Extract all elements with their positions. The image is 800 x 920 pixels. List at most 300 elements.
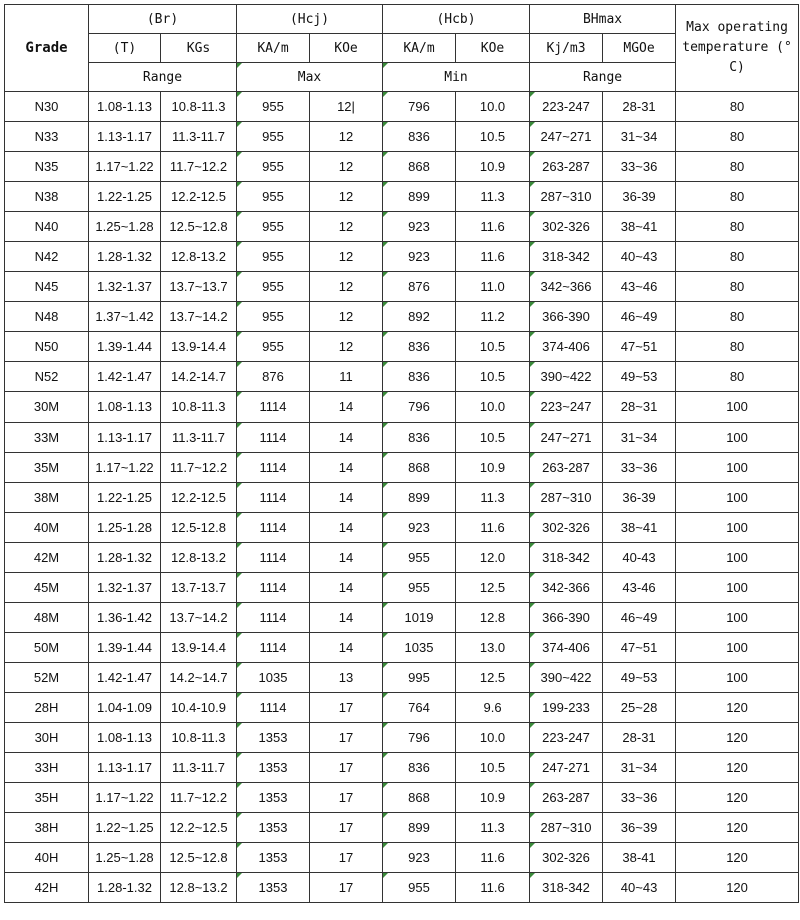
cell-hcb-koe: 12.8 xyxy=(456,602,530,632)
cell-bh-mgoe: 47~51 xyxy=(603,332,676,362)
cell-br-kgs: 11.7~12.2 xyxy=(161,783,237,813)
cell-max-temp: 80 xyxy=(676,122,799,152)
cell-br-kgs: 12.2-12.5 xyxy=(161,182,237,212)
cell-br-tesla: 1.32-1.37 xyxy=(89,272,161,302)
cell-max-temp: 80 xyxy=(676,152,799,182)
cell-hcj-koe: 12 xyxy=(310,242,383,272)
cell-hcb-kam: 1035 xyxy=(383,632,456,662)
cell-max-temp: 80 xyxy=(676,242,799,272)
cell-max-temp: 100 xyxy=(676,602,799,632)
table-row xyxy=(5,632,799,662)
cell-hcj-koe: 12 xyxy=(310,332,383,362)
cell-br-kgs: 10.4-10.9 xyxy=(161,692,237,722)
cell-bh-kjm3: 390~422 xyxy=(530,362,603,392)
cell-grade: N42 xyxy=(5,242,89,272)
cell-bh-kjm3: 318-342 xyxy=(530,873,603,903)
cell-grade: N35 xyxy=(5,152,89,182)
cell-grade: N40 xyxy=(5,212,89,242)
cell-max-temp: 100 xyxy=(676,452,799,482)
cell-bh-mgoe: 43~46 xyxy=(603,272,676,302)
cell-hcj-kam: 955 xyxy=(237,242,310,272)
cell-br-kgs: 14.2-14.7 xyxy=(161,362,237,392)
cell-bh-kjm3: 374-406 xyxy=(530,332,603,362)
cell-grade: 35M xyxy=(5,452,89,482)
cell-grade: 38H xyxy=(5,813,89,843)
cell-hcj-kam: 1114 xyxy=(237,452,310,482)
cell-grade: 40H xyxy=(5,843,89,873)
cell-bh-kjm3: 223~247 xyxy=(530,392,603,422)
table-row xyxy=(5,572,799,602)
cell-bh-kjm3: 263-287 xyxy=(530,452,603,482)
cell-bh-kjm3: 247~271 xyxy=(530,122,603,152)
header-hcj-max: Max xyxy=(237,63,383,92)
cell-grade: N30 xyxy=(5,92,89,122)
cell-grade: N48 xyxy=(5,302,89,332)
cell-hcj-kam: 955 xyxy=(237,302,310,332)
cell-hcj-kam: 1114 xyxy=(237,572,310,602)
header-bhmax: BHmax xyxy=(530,5,676,34)
cell-bh-kjm3: 247-271 xyxy=(530,753,603,783)
cell-br-tesla: 1.17~1.22 xyxy=(89,152,161,182)
cell-br-kgs: 13.7~14.2 xyxy=(161,302,237,332)
cell-hcj-kam: 1353 xyxy=(237,813,310,843)
cell-br-tesla: 1.25~1.28 xyxy=(89,212,161,242)
header-hcj: (Hcj) xyxy=(237,5,383,34)
cell-bh-mgoe: 38~41 xyxy=(603,512,676,542)
cell-br-tesla: 1.32-1.37 xyxy=(89,572,161,602)
cell-hcj-kam: 955 xyxy=(237,122,310,152)
cell-hcj-koe: 17 xyxy=(310,692,383,722)
header-br-kgs: KGs xyxy=(161,34,237,63)
cell-br-kgs: 11.3-11.7 xyxy=(161,122,237,152)
cell-hcb-koe: 11.6 xyxy=(456,242,530,272)
cell-br-kgs: 13.9-14.4 xyxy=(161,332,237,362)
cell-br-tesla: 1.42-1.47 xyxy=(89,362,161,392)
cell-br-tesla: 1.22-1.25 xyxy=(89,182,161,212)
cell-br-tesla: 1.22~1.25 xyxy=(89,813,161,843)
cell-hcb-koe: 10.9 xyxy=(456,152,530,182)
cell-hcj-koe: 17 xyxy=(310,873,383,903)
cell-max-temp: 80 xyxy=(676,332,799,362)
cell-hcb-koe: 10.0 xyxy=(456,392,530,422)
table-body xyxy=(5,92,799,903)
cell-br-kgs: 12.5~12.8 xyxy=(161,843,237,873)
header-hcj-kam: KA/m xyxy=(237,34,310,63)
cell-br-kgs: 12.8-13.2 xyxy=(161,242,237,272)
cell-br-kgs: 12.2-12.5 xyxy=(161,482,237,512)
table-row xyxy=(5,542,799,572)
cell-hcj-kam: 955 xyxy=(237,272,310,302)
cell-br-tesla: 1.08-1.13 xyxy=(89,92,161,122)
table-row xyxy=(5,362,799,392)
cell-bh-kjm3: 374-406 xyxy=(530,632,603,662)
cell-br-tesla: 1.39-1.44 xyxy=(89,632,161,662)
cell-bh-kjm3: 287~310 xyxy=(530,813,603,843)
cell-hcj-kam: 876 xyxy=(237,362,310,392)
cell-br-kgs: 14.2~14.7 xyxy=(161,662,237,692)
cell-br-tesla: 1.25~1.28 xyxy=(89,843,161,873)
cell-bh-mgoe: 33~36 xyxy=(603,783,676,813)
cell-hcj-koe: 12| xyxy=(310,92,383,122)
cell-max-temp: 120 xyxy=(676,692,799,722)
cell-hcb-kam: 955 xyxy=(383,873,456,903)
cell-bh-kjm3: 366-390 xyxy=(530,602,603,632)
cell-hcb-kam: 892 xyxy=(383,302,456,332)
header-hcb: (Hcb) xyxy=(383,5,530,34)
cell-bh-mgoe: 33~36 xyxy=(603,452,676,482)
cell-grade: 52M xyxy=(5,662,89,692)
cell-bh-kjm3: 302-326 xyxy=(530,512,603,542)
cell-hcj-koe: 17 xyxy=(310,722,383,752)
cell-grade: 40M xyxy=(5,512,89,542)
cell-br-tesla: 1.28-1.32 xyxy=(89,242,161,272)
cell-hcb-koe: 11.2 xyxy=(456,302,530,332)
cell-br-kgs: 12.5~12.8 xyxy=(161,212,237,242)
cell-hcj-koe: 12 xyxy=(310,122,383,152)
header-hcb-koe: KOe xyxy=(456,34,530,63)
cell-hcj-kam: 1114 xyxy=(237,602,310,632)
table-row xyxy=(5,332,799,362)
cell-hcb-kam: 868 xyxy=(383,152,456,182)
cell-max-temp: 80 xyxy=(676,92,799,122)
header-bh-kjm3: Kj/m3 xyxy=(530,34,603,63)
cell-bh-kjm3: 287~310 xyxy=(530,182,603,212)
cell-hcj-koe: 14 xyxy=(310,602,383,632)
cell-bh-mgoe: 36-39 xyxy=(603,482,676,512)
cell-hcb-koe: 13.0 xyxy=(456,632,530,662)
cell-bh-kjm3: 318-342 xyxy=(530,242,603,272)
cell-hcj-koe: 12 xyxy=(310,182,383,212)
cell-hcj-kam: 1035 xyxy=(237,662,310,692)
table-row xyxy=(5,602,799,632)
cell-hcj-kam: 955 xyxy=(237,182,310,212)
cell-hcb-koe: 10.5 xyxy=(456,753,530,783)
table-row xyxy=(5,422,799,452)
table-row xyxy=(5,753,799,783)
cell-br-kgs: 12.8~13.2 xyxy=(161,873,237,903)
cell-hcj-koe: 17 xyxy=(310,813,383,843)
cell-hcb-kam: 923 xyxy=(383,512,456,542)
cell-bh-mgoe: 33~36 xyxy=(603,152,676,182)
cell-br-tesla: 1.22-1.25 xyxy=(89,482,161,512)
cell-hcb-kam: 923 xyxy=(383,843,456,873)
cell-hcb-koe: 11.3 xyxy=(456,482,530,512)
table-row xyxy=(5,272,799,302)
cell-hcb-koe: 11.3 xyxy=(456,813,530,843)
cell-br-tesla: 1.37~1.42 xyxy=(89,302,161,332)
cell-hcb-kam: 899 xyxy=(383,813,456,843)
cell-br-kgs: 13.7~13.7 xyxy=(161,272,237,302)
cell-bh-mgoe: 40~43 xyxy=(603,242,676,272)
cell-bh-mgoe: 38-41 xyxy=(603,843,676,873)
cell-hcb-kam: 764 xyxy=(383,692,456,722)
cell-hcb-kam: 995 xyxy=(383,662,456,692)
cell-bh-kjm3: 390~422 xyxy=(530,662,603,692)
cell-hcj-koe: 11 xyxy=(310,362,383,392)
header-grade: Grade xyxy=(5,5,89,92)
cell-max-temp: 100 xyxy=(676,512,799,542)
cell-hcb-koe: 10.9 xyxy=(456,452,530,482)
cell-grade: N50 xyxy=(5,332,89,362)
cell-bh-kjm3: 223-247 xyxy=(530,722,603,752)
table-row xyxy=(5,392,799,422)
cell-bh-mgoe: 47~51 xyxy=(603,632,676,662)
cell-hcj-koe: 17 xyxy=(310,843,383,873)
cell-max-temp: 80 xyxy=(676,212,799,242)
cell-grade: N38 xyxy=(5,182,89,212)
cell-max-temp: 80 xyxy=(676,182,799,212)
cell-br-kgs: 12.8-13.2 xyxy=(161,542,237,572)
cell-br-kgs: 13.7-13.7 xyxy=(161,572,237,602)
cell-hcb-kam: 796 xyxy=(383,392,456,422)
cell-grade: 38M xyxy=(5,482,89,512)
cell-hcb-kam: 796 xyxy=(383,92,456,122)
cell-bh-kjm3: 342~366 xyxy=(530,272,603,302)
table-header xyxy=(5,5,799,92)
table-row xyxy=(5,152,799,182)
cell-grade: 50M xyxy=(5,632,89,662)
cell-br-tesla: 1.13-1.17 xyxy=(89,753,161,783)
table-row xyxy=(5,813,799,843)
cell-br-tesla: 1.17~1.22 xyxy=(89,452,161,482)
cell-br-kgs: 10.8-11.3 xyxy=(161,392,237,422)
cell-max-temp: 80 xyxy=(676,272,799,302)
cell-hcj-kam: 1114 xyxy=(237,542,310,572)
cell-hcj-kam: 1114 xyxy=(237,422,310,452)
cell-hcj-kam: 1114 xyxy=(237,512,310,542)
cell-bh-kjm3: 302-326 xyxy=(530,843,603,873)
cell-bh-mgoe: 31~34 xyxy=(603,753,676,783)
cell-grade: 33H xyxy=(5,753,89,783)
cell-hcj-kam: 1353 xyxy=(237,753,310,783)
cell-hcb-koe: 10.0 xyxy=(456,722,530,752)
cell-hcj-koe: 14 xyxy=(310,572,383,602)
table-row xyxy=(5,302,799,332)
cell-grade: 42M xyxy=(5,542,89,572)
cell-grade: 42H xyxy=(5,873,89,903)
cell-hcb-kam: 836 xyxy=(383,362,456,392)
cell-bh-mgoe: 38~41 xyxy=(603,212,676,242)
cell-br-kgs: 11.3-11.7 xyxy=(161,422,237,452)
cell-hcb-koe: 11.3 xyxy=(456,182,530,212)
table-row xyxy=(5,92,799,122)
cell-hcj-koe: 17 xyxy=(310,753,383,783)
cell-br-tesla: 1.04-1.09 xyxy=(89,692,161,722)
cell-grade: 33M xyxy=(5,422,89,452)
cell-bh-mgoe: 46~49 xyxy=(603,602,676,632)
table-row xyxy=(5,692,799,722)
cell-hcb-kam: 836 xyxy=(383,422,456,452)
cell-max-temp: 120 xyxy=(676,873,799,903)
header-br-range: Range xyxy=(89,63,237,92)
cell-hcj-koe: 14 xyxy=(310,542,383,572)
cell-bh-kjm3: 263-287 xyxy=(530,783,603,813)
cell-hcj-kam: 1353 xyxy=(237,722,310,752)
cell-hcj-kam: 1114 xyxy=(237,482,310,512)
cell-bh-mgoe: 49~53 xyxy=(603,662,676,692)
cell-br-kgs: 13.9-14.4 xyxy=(161,632,237,662)
cell-bh-mgoe: 31~34 xyxy=(603,122,676,152)
cell-hcb-koe: 10.5 xyxy=(456,362,530,392)
cell-hcj-koe: 14 xyxy=(310,422,383,452)
cell-hcb-koe: 11.6 xyxy=(456,873,530,903)
cell-bh-mgoe: 43-46 xyxy=(603,572,676,602)
cell-hcj-kam: 1353 xyxy=(237,873,310,903)
cell-hcb-koe: 11.6 xyxy=(456,212,530,242)
cell-bh-mgoe: 46~49 xyxy=(603,302,676,332)
cell-grade: N33 xyxy=(5,122,89,152)
cell-max-temp: 120 xyxy=(676,813,799,843)
cell-hcj-kam: 1114 xyxy=(237,392,310,422)
cell-bh-mgoe: 40-43 xyxy=(603,542,676,572)
cell-hcb-koe: 11.6 xyxy=(456,843,530,873)
cell-bh-mgoe: 28-31 xyxy=(603,92,676,122)
cell-grade: 30M xyxy=(5,392,89,422)
table-row xyxy=(5,512,799,542)
cell-hcb-kam: 796 xyxy=(383,722,456,752)
cell-hcb-kam: 899 xyxy=(383,182,456,212)
cell-hcj-kam: 1114 xyxy=(237,632,310,662)
cell-max-temp: 120 xyxy=(676,783,799,813)
table-row xyxy=(5,662,799,692)
cell-hcb-kam: 955 xyxy=(383,542,456,572)
header-bh-mgoe: MGOe xyxy=(603,34,676,63)
cell-grade: N45 xyxy=(5,272,89,302)
cell-br-kgs: 11.3-11.7 xyxy=(161,753,237,783)
header-max-temperature: Max operating temperature (° C) xyxy=(676,5,799,92)
cell-bh-kjm3: 302-326 xyxy=(530,212,603,242)
cell-br-tesla: 1.28-1.32 xyxy=(89,873,161,903)
cell-bh-kjm3: 247~271 xyxy=(530,422,603,452)
cell-hcj-kam: 1353 xyxy=(237,783,310,813)
cell-hcb-koe: 10.0 xyxy=(456,92,530,122)
header-bh-range: Range xyxy=(530,63,676,92)
cell-grade: 30H xyxy=(5,722,89,752)
cell-hcb-kam: 836 xyxy=(383,122,456,152)
cell-max-temp: 100 xyxy=(676,632,799,662)
cell-bh-mgoe: 36-39 xyxy=(603,182,676,212)
table-row xyxy=(5,122,799,152)
cell-br-tesla: 1.42-1.47 xyxy=(89,662,161,692)
cell-br-kgs: 10.8-11.3 xyxy=(161,92,237,122)
cell-hcj-koe: 12 xyxy=(310,302,383,332)
cell-br-tesla: 1.17~1.22 xyxy=(89,783,161,813)
cell-br-tesla: 1.13-1.17 xyxy=(89,122,161,152)
cell-br-kgs: 10.8-11.3 xyxy=(161,722,237,752)
cell-hcb-kam: 836 xyxy=(383,753,456,783)
magnet-grade-table xyxy=(4,4,799,903)
header-br: (Br) xyxy=(89,5,237,34)
table-row xyxy=(5,212,799,242)
cell-hcj-koe: 17 xyxy=(310,783,383,813)
cell-bh-mgoe: 25~28 xyxy=(603,692,676,722)
cell-br-kgs: 11.7~12.2 xyxy=(161,452,237,482)
cell-bh-kjm3: 287~310 xyxy=(530,482,603,512)
cell-hcb-koe: 12.0 xyxy=(456,542,530,572)
cell-max-temp: 120 xyxy=(676,722,799,752)
cell-hcj-koe: 14 xyxy=(310,392,383,422)
cell-hcj-koe: 14 xyxy=(310,452,383,482)
cell-hcj-kam: 955 xyxy=(237,212,310,242)
cell-bh-mgoe: 36~39 xyxy=(603,813,676,843)
table-row xyxy=(5,843,799,873)
cell-hcj-koe: 12 xyxy=(310,272,383,302)
cell-hcj-koe: 14 xyxy=(310,482,383,512)
header-hcj-koe: KOe xyxy=(310,34,383,63)
header-br-tesla: (T) xyxy=(89,34,161,63)
header-hcb-min: Min xyxy=(383,63,530,92)
cell-grade: 45M xyxy=(5,572,89,602)
cell-br-kgs: 12.5-12.8 xyxy=(161,512,237,542)
spec-table-container xyxy=(4,4,799,903)
header-hcb-kam: KA/m xyxy=(383,34,456,63)
cell-bh-kjm3: 366-390 xyxy=(530,302,603,332)
cell-hcj-koe: 13 xyxy=(310,662,383,692)
cell-hcb-kam: 923 xyxy=(383,212,456,242)
cell-hcj-kam: 955 xyxy=(237,152,310,182)
cell-hcb-kam: 1019 xyxy=(383,602,456,632)
cell-hcj-koe: 12 xyxy=(310,152,383,182)
cell-grade: 35H xyxy=(5,783,89,813)
table-row xyxy=(5,722,799,752)
cell-hcj-koe: 12 xyxy=(310,212,383,242)
cell-hcb-kam: 899 xyxy=(383,482,456,512)
cell-hcb-kam: 868 xyxy=(383,783,456,813)
cell-br-kgs: 11.7~12.2 xyxy=(161,152,237,182)
cell-bh-mgoe: 31~34 xyxy=(603,422,676,452)
cell-bh-kjm3: 223-247 xyxy=(530,92,603,122)
cell-hcj-kam: 1353 xyxy=(237,843,310,873)
table-row xyxy=(5,242,799,272)
cell-bh-kjm3: 199-233 xyxy=(530,692,603,722)
cell-hcb-kam: 876 xyxy=(383,272,456,302)
cell-hcb-kam: 923 xyxy=(383,242,456,272)
cell-hcj-kam: 955 xyxy=(237,332,310,362)
cell-hcb-koe: 11.6 xyxy=(456,512,530,542)
cell-bh-kjm3: 342-366 xyxy=(530,572,603,602)
cell-hcb-koe: 9.6 xyxy=(456,692,530,722)
cell-br-kgs: 12.2~12.5 xyxy=(161,813,237,843)
cell-hcb-koe: 10.5 xyxy=(456,422,530,452)
cell-grade: 48M xyxy=(5,602,89,632)
cell-br-tesla: 1.25-1.28 xyxy=(89,512,161,542)
cell-grade: N52 xyxy=(5,362,89,392)
cell-br-kgs: 13.7~14.2 xyxy=(161,602,237,632)
cell-bh-kjm3: 263-287 xyxy=(530,152,603,182)
cell-br-tesla: 1.28-1.32 xyxy=(89,542,161,572)
table-row xyxy=(5,482,799,512)
cell-hcb-koe: 10.5 xyxy=(456,332,530,362)
cell-max-temp: 80 xyxy=(676,362,799,392)
table-row xyxy=(5,182,799,212)
cell-hcj-koe: 14 xyxy=(310,632,383,662)
cell-hcb-koe: 12.5 xyxy=(456,572,530,602)
cell-bh-mgoe: 40~43 xyxy=(603,873,676,903)
cell-hcj-kam: 955 xyxy=(237,92,310,122)
cell-br-tesla: 1.36-1.42 xyxy=(89,602,161,632)
cell-bh-kjm3: 318-342 xyxy=(530,542,603,572)
cell-max-temp: 120 xyxy=(676,843,799,873)
cell-grade: 28H xyxy=(5,692,89,722)
cell-bh-mgoe: 28~31 xyxy=(603,392,676,422)
cell-max-temp: 100 xyxy=(676,392,799,422)
cell-max-temp: 100 xyxy=(676,662,799,692)
cell-hcb-koe: 10.9 xyxy=(456,783,530,813)
cell-max-temp: 80 xyxy=(676,302,799,332)
cell-br-tesla: 1.13-1.17 xyxy=(89,422,161,452)
cell-hcb-kam: 868 xyxy=(383,452,456,482)
cell-max-temp: 100 xyxy=(676,422,799,452)
